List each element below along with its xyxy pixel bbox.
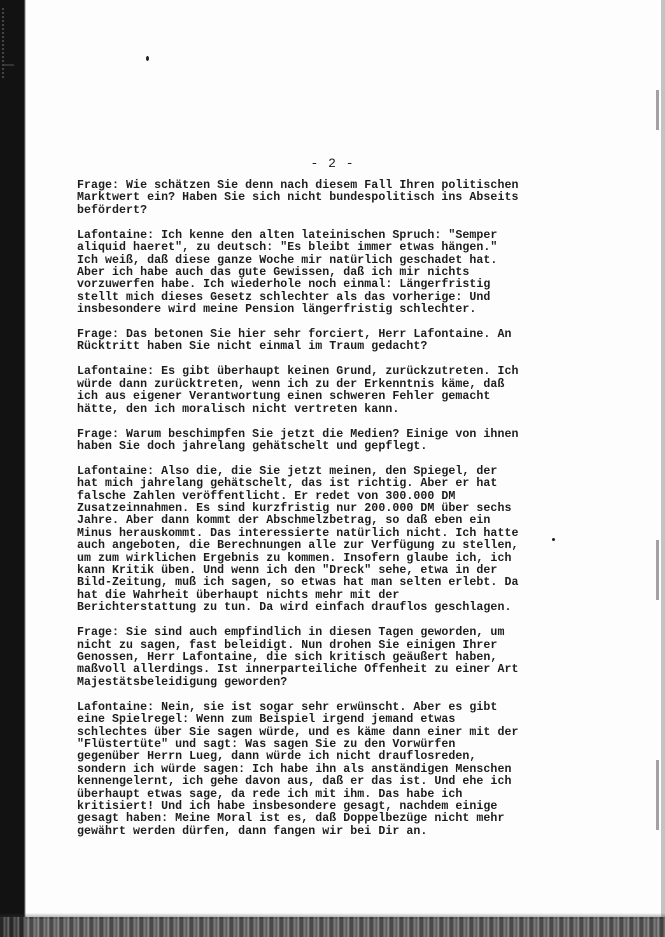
text-line: hat mich jahrelang gehätschelt, das ist richtig. Aber er hat <box>77 477 498 491</box>
text-line: Bild-Zeitung, muß ich sagen, so etwas hat man selten erlebt. Da <box>77 576 519 590</box>
text-line: Frage: Sie sind auch empfindlich in diesen Tagen geworden, um <box>77 626 505 640</box>
scan-scuff <box>656 540 659 600</box>
text-line: Minus herauskommt. Das interessierte natürlich nicht. Ich hatte <box>77 526 519 540</box>
text-line: stellt mich dieses Gesetz schlechter als das vorherige: Und <box>77 290 491 304</box>
text-line: Lafontaine: Ich kenne den alten lateinischen Spruch: "Semper <box>77 228 498 242</box>
text-line: ich aus eigener Verantwortung einen schweren Fehler gemacht <box>77 390 491 404</box>
text-line: Jahre. Aber dann kommt der Abschmelzbetrag, so daß eben ein <box>77 514 491 528</box>
text-line: sondern ich würde sagen: Ich habe ihn als anständigen Menschen <box>77 762 512 776</box>
text-line: Lafontaine: Es gibt überhaupt keinen Grund, zurückzutreten. Ich <box>77 365 519 379</box>
text-line: haben Sie doch jahrelang gehätschelt und gepflegt. <box>77 439 428 453</box>
paragraph <box>77 627 637 689</box>
text-line: hat die Wahrheit überhaupt nichts mehr mit der <box>77 588 400 602</box>
text-line: Zusatzeinnahmen. Es sind kurzfristig nur 200.000 DM über sechs <box>77 502 512 516</box>
text-line: maßvoll allerdings. Ist innerparteiliche Offenheit zu einer Art <box>77 663 519 677</box>
scan-bottom-band <box>0 917 665 937</box>
interview-text <box>77 180 637 851</box>
text-line: gegenüber Herrn Lueg, dann würde ich nicht drauflosreden, <box>77 750 477 764</box>
text-line: Frage: Wie schätzen Sie denn nach diesem Fall Ihren politischen <box>77 179 519 192</box>
text-line: nicht zu sagen, fast beleidigt. Nun drohen Sie einigen Ihrer <box>77 638 498 652</box>
text-line: Aber ich habe auch das gute Gewissen, daß ich mir nichts <box>77 265 470 279</box>
paragraph <box>77 180 637 217</box>
text-line: hätte, den ich moralisch nicht vertreten kann. <box>77 402 400 416</box>
scan-left-shadow <box>0 0 26 937</box>
text-line: um zum wirklichen Ergebnis zu kommen. Insofern glaube ich, ich <box>77 551 512 565</box>
scan-speck <box>146 56 149 61</box>
scan-scuff <box>656 760 659 830</box>
text-line: insbesondere wird meine Pension längerfristig schlechter. <box>77 303 477 317</box>
text-line: aliquid haeret", zu deutsch: "Es bleibt immer etwas hängen." <box>77 241 498 255</box>
text-line: Ich weiß, daß diese ganze Woche mir natürlich geschadet hat. <box>77 253 498 267</box>
text-line: kann Kritik üben. Und wenn ich den "Dreck" sehe, etwa in der <box>77 564 498 578</box>
text-line: eine Spielregel: Wenn zum Beispiel irgend jemand etwas <box>77 713 456 727</box>
paragraph <box>77 366 637 416</box>
text-line: Lafontaine: Also die, die Sie jetzt meinen, den Spiegel, der <box>77 464 498 478</box>
text-line: Frage: Das betonen Sie hier sehr forciert, Herr Lafontaine. An <box>77 328 512 342</box>
text-line: Berichterstattung zu tun. Da wird einfach drauflos geschlagen. <box>77 601 512 615</box>
text-line: gewährt werden dürfen, dann fangen wir bei Dir an. <box>77 824 428 838</box>
text-line: kennengelernt, ich gehe davon aus, daß er das ist. Und ehe ich <box>77 775 512 789</box>
text-line: falsche Zahlen veröffentlicht. Er redet von 300.000 DM <box>77 489 456 503</box>
paragraph <box>77 230 637 317</box>
text-line: Genossen, Herr Lafontaine, die sich kritisch geäußert haben, <box>77 651 498 664</box>
scan-scuff <box>656 90 659 130</box>
text-line: "Flüstertüte" und sagt: Was sagen Sie zu den Vorwürfen <box>77 737 456 751</box>
text-line: überhaupt etwas sage, da rede ich mit ihm. Das habe ich <box>77 787 463 801</box>
text-line: würde dann zurücktreten, wenn ich zu der Erkenntnis käme, daß <box>77 377 505 391</box>
paragraph <box>77 429 637 454</box>
paragraph <box>77 329 637 354</box>
text-line: Lafontaine: Nein, sie ist sogar sehr erwünscht. Aber es gibt <box>77 700 498 714</box>
scan-mark <box>2 8 18 78</box>
paragraph <box>77 466 637 615</box>
text-line: Rücktritt haben Sie nicht einmal im Traum gedacht? <box>77 340 428 354</box>
text-line: kritisiert! Und ich habe insbesondere gesagt, nachdem einige <box>77 799 498 813</box>
paragraph <box>77 702 637 838</box>
page-number: - 2 - <box>310 156 355 171</box>
scan-mark-tick <box>4 58 14 66</box>
text-line: vorzuwerfen habe. Ich wiederhole noch einmal: Längerfristig <box>77 278 491 292</box>
scan-right-edge <box>661 0 665 937</box>
text-line: gesagt haben: Meine Moral ist es, daß Doppelbezüge nicht mehr <box>77 812 505 826</box>
text-line: Majestätsbeleidigung geworden? <box>77 675 288 689</box>
text-line: befördert? <box>77 203 148 217</box>
text-line: Frage: Warum beschimpfen Sie jetzt die Medien? Einige von ihnen <box>77 427 519 441</box>
text-line: auch angeboten, die Berechnungen alle zur Verfügung zu stellen, <box>77 539 519 553</box>
text-line: schlechtes über Sie sagen würde, und es käme dann einer mit der <box>77 725 519 739</box>
text-line: Marktwert ein? Haben Sie sich nicht bundespolitisch ins Abseits <box>77 191 519 205</box>
